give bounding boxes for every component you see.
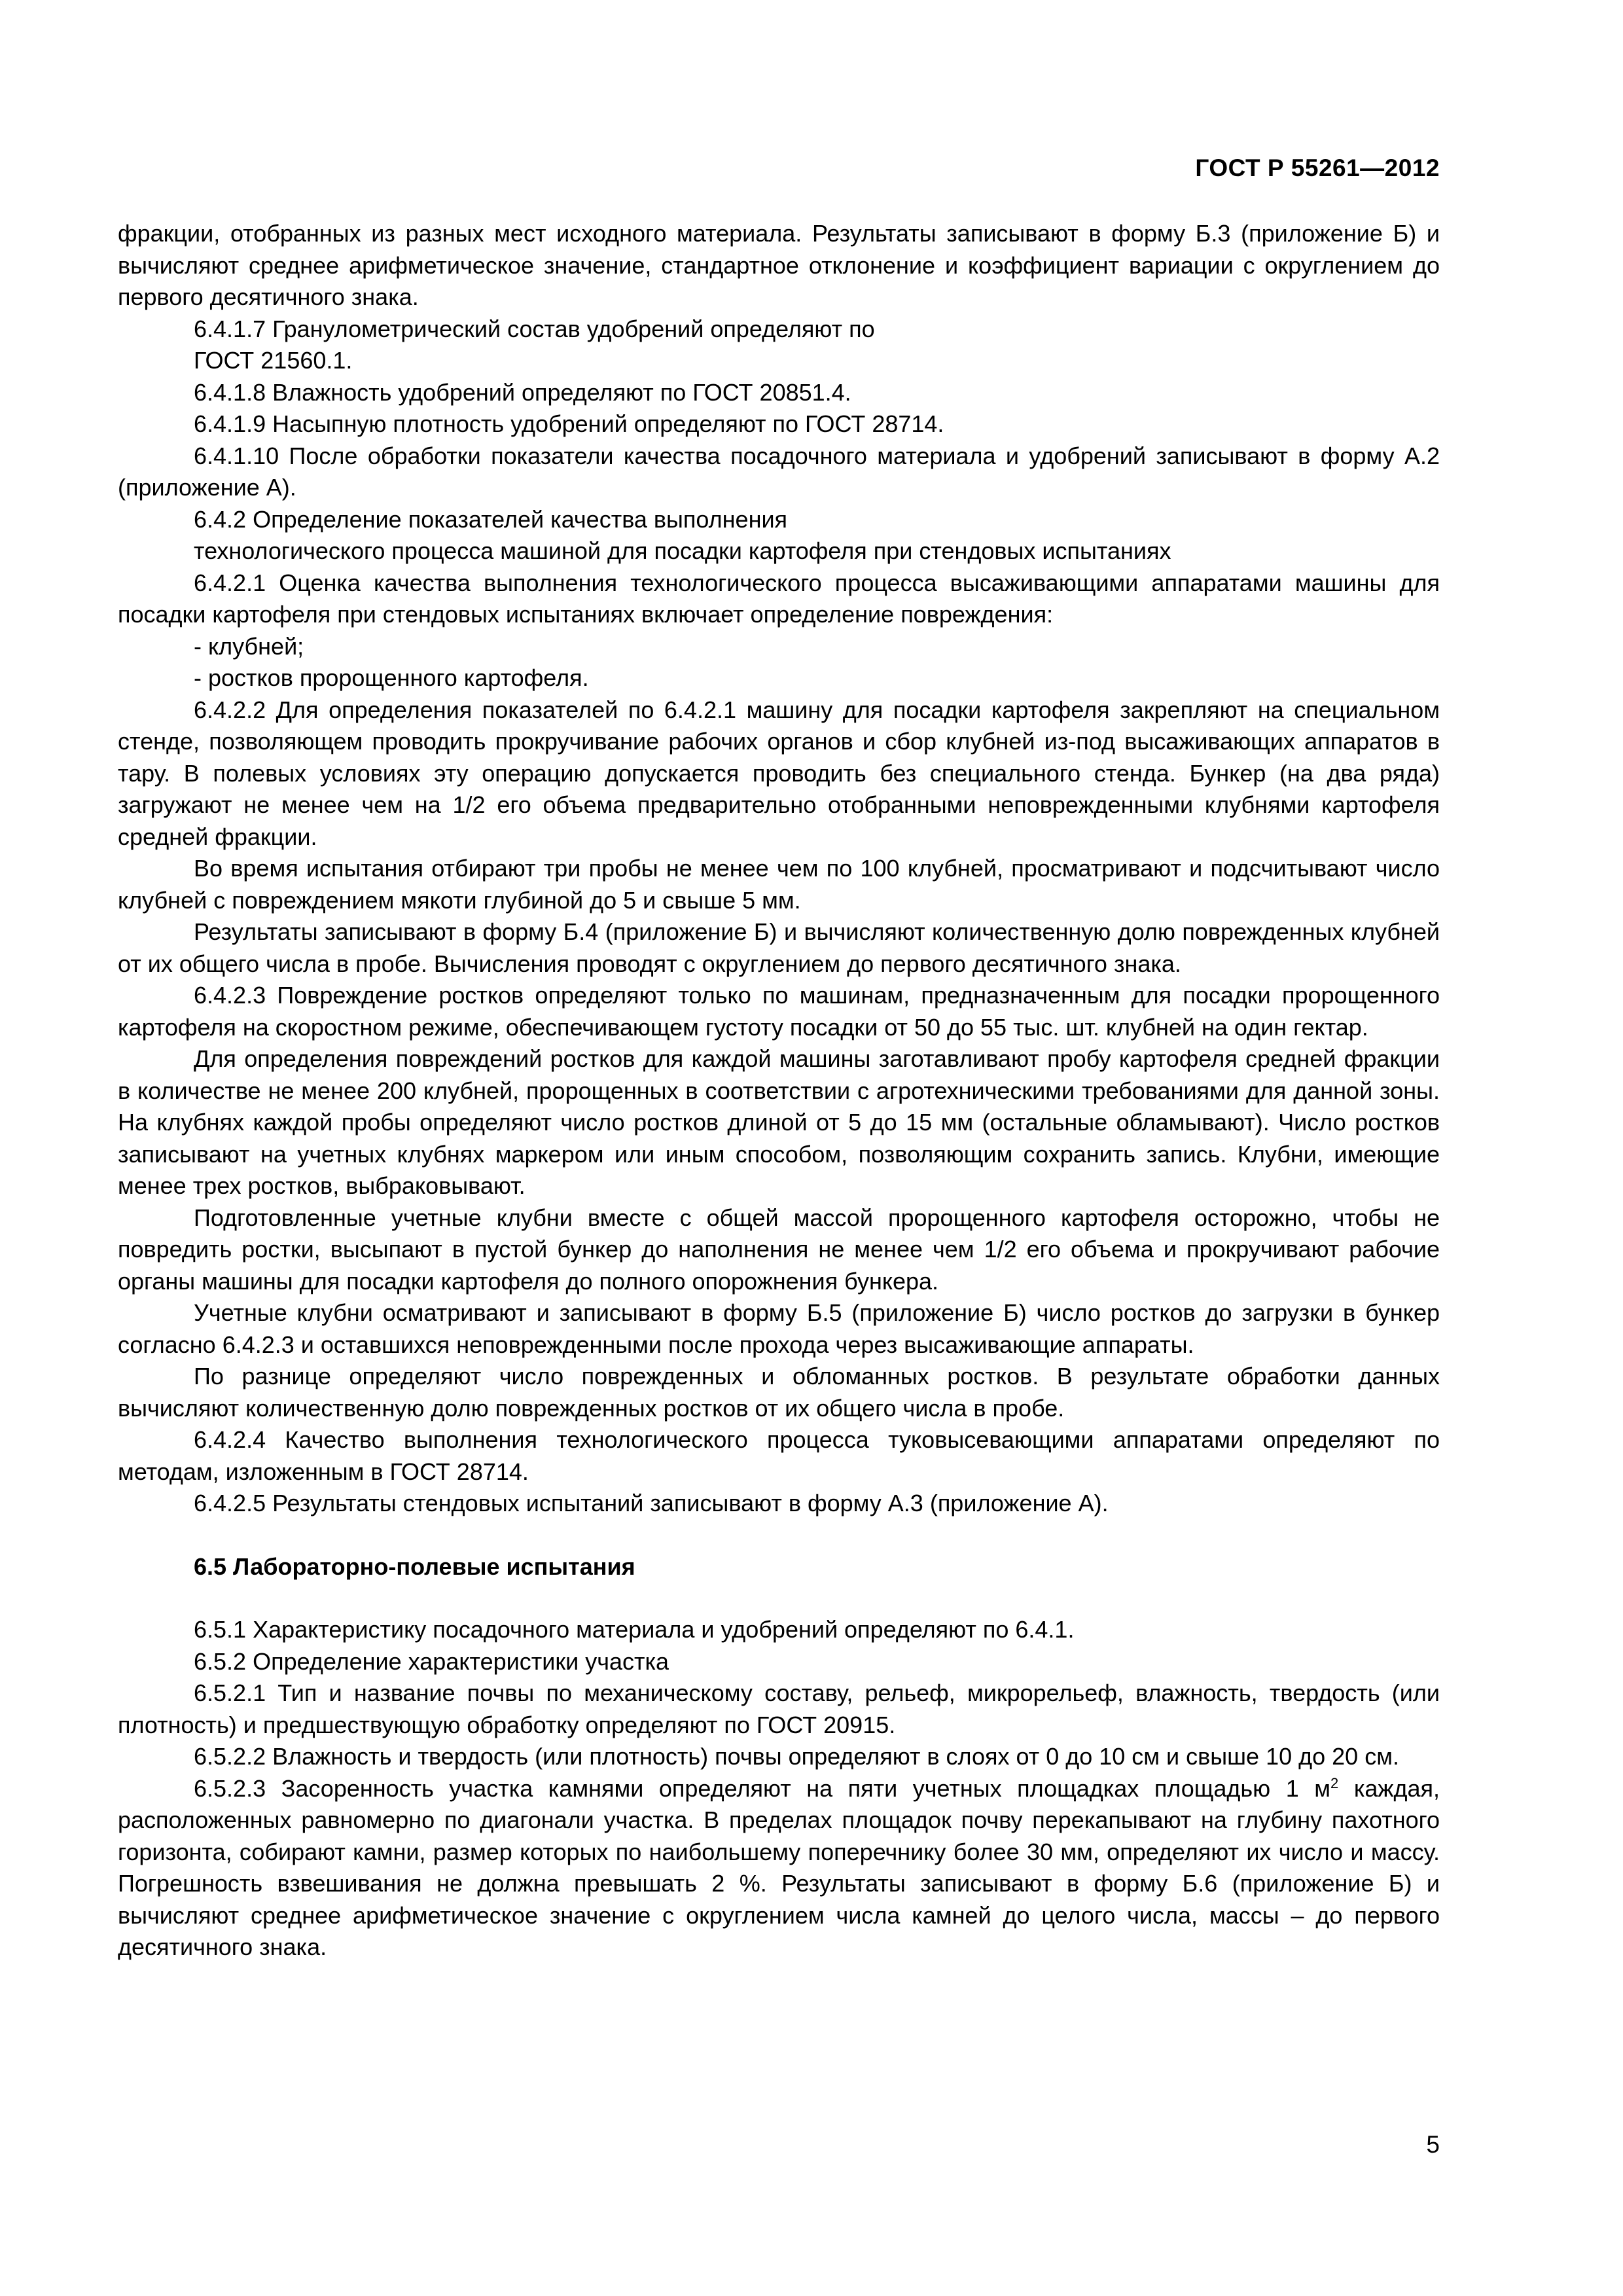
paragraph: ГОСТ 21560.1. xyxy=(194,347,353,374)
paragraph: Результаты записывают в форму Б.4 (приложение Б) и вычисляют количественную долю поврежденных клубней от их общего числа в пробе. Вычисления проводят с округлением до первого десятичного знака. xyxy=(118,918,1440,977)
document-body xyxy=(118,218,1440,1964)
spacer xyxy=(118,1520,1440,1551)
paragraph: 6.5.1 Характеристику посадочного материала и удобрений определяют по 6.4.1. xyxy=(194,1616,1075,1643)
paragraph: 6.5.2.1 Тип и название почвы по механическому составу, рельеф, микрорельеф, влажность, твердость (или плотность) и предшествующую обработку определяют по ГОСТ 20915. xyxy=(118,1679,1440,1738)
subsection-heading: 6.4.2 Определение показателей качества выполнения xyxy=(194,505,788,533)
paragraph: 6.4.1.8 Влажность удобрений определяют по ГОСТ 20851.4. xyxy=(194,378,851,406)
subsection-heading-continued: технологического процесса машиной для посадки картофеля при стендовых испытаниях xyxy=(194,537,1171,564)
paragraph: 6.4.2.3 Повреждение ростков определяют только по машинам, предназначенным для посадки пророщенного картофеля на скоростном режиме, обеспечивающем густоту посадки от 50 до 55 тыс. шт. клубней на один гектар. xyxy=(118,982,1440,1041)
paragraph: Учетные клубни осматривают и записывают в форму Б.5 (приложение Б) число ростков до загрузки в бункер согласно 6.4.2.3 и оставшихся неповрежденными после прохода через высаживающие аппараты. xyxy=(118,1299,1440,1358)
paragraph: 6.4.2.2 Для определения показателей по 6.4.2.1 машину для посадки картофеля закрепляют на специальном стенде, позволяющем проводить прокручивание рабочих органов и сбор клубней из-под высаживающих аппаратов в тару. В полевых условиях эту операцию допускается проводить без специального стенда. Бункер (на два ряда) загружают не менее чем на 1/2 его объема предварительно отобранными неповрежденными клубнями картофеля средней фракции. xyxy=(118,696,1440,850)
section-title: 6.5 Лабораторно-полевые испытания xyxy=(194,1552,635,1580)
list-item: - клубней; xyxy=(194,632,304,660)
list-item: - ростков пророщенного картофеля. xyxy=(194,664,589,691)
paragraph: 6.4.2.5 Результаты стендовых испытаний записывают в форму А.3 (приложение А). xyxy=(194,1490,1109,1516)
paragraph: 6.4.1.10 После обработки показатели качества посадочного материала и удобрений записывают в форму А.2 (приложение А). xyxy=(118,442,1440,501)
paragraph: 6.4.1.7 Гранулометрический состав удобрений определяют по xyxy=(194,315,875,342)
paragraph: 6.4.2.1 Оценка качества выполнения технологического процесса высаживающими аппаратами машины для посадки картофеля при стендовых испытаниях включает определение повреждения: xyxy=(118,569,1440,628)
paragraph: 6.4.1.9 Насыпную плотность удобрений определяют по ГОСТ 28714. xyxy=(194,410,944,437)
paragraph: фракции, отобранных из разных мест исходного материала. Результаты записывают в форму Б.3 (приложение Б) и вычисляют среднее арифметическое значение, стандартное отклонение и коэффициент вариации с округлением до первого десятичного знака. xyxy=(118,220,1440,310)
paragraph: 6.5.2 Определение характеристики участка xyxy=(194,1647,669,1675)
paragraph-text: 6.5.2.3 Засоренность участка камнями определяют на пяти учетных площадках площадью 1 м xyxy=(194,1774,1331,1802)
paragraph: Подготовленные учетные клубни вместе с общей массой пророщенного картофеля осторожно, чтобы не повредить ростки, высыпают в пустой бункер до наполнения не менее чем 1/2 его объема и прокручивают рабочие органы машины для посадки картофеля до полного опорожнения бункера. xyxy=(118,1204,1440,1295)
paragraph: 6.4.2.4 Качество выполнения технологического процесса туковысевающими аппаратами определяют по методам, изложенным в ГОСТ 28714. xyxy=(118,1426,1440,1485)
paragraph: По разнице определяют число поврежденных и обломанных ростков. В результате обработки данных вычисляют количественную долю поврежденных ростков от их общего числа в пробе. xyxy=(118,1363,1440,1422)
page-number: 5 xyxy=(1426,2131,1440,2158)
paragraph: 6.5.2.2 Влажность и твердость (или плотность) почвы определяют в слоях от 0 до 10 см и свыше 10 до 20 см. xyxy=(194,1743,1399,1770)
superscript-exponent: 2 xyxy=(1330,1774,1339,1791)
paragraph: Для определения повреждений ростков для каждой машины заготавливают пробу картофеля средней фракции в количестве не менее 200 клубней, пророщенных в соответствии с агротехническими требованиями для данной зоны. На клубнях каждой пробы определяют число ростков длиной от 5 до 15 мм (остальные обламывают). Число ростков записывают на учетных клубнях маркером или иным способом, позволяющим сохранить запись. Клубни, имеющие менее трех ростков, выбраковывают. xyxy=(118,1045,1440,1199)
paragraph-text: каждая, расположенных равномерно по диагонали участка. В пределах площадок почву перекапывают на глубину пахотного горизонта, собирают камни, размер которых по наибольшему поперечнику более 30 мм, определяют их число и массу. Погрешность взвешивания не должна превышать 2 %. Результаты записывают в форму Б.6 (приложение Б) и вычисляют среднее арифметическое значение с округлением числа камней до целого числа, массы – до первого десятичного знака. xyxy=(118,1774,1440,1960)
document-code-header: ГОСТ Р 55261—2012 xyxy=(1195,154,1440,181)
spacer xyxy=(118,1583,1440,1614)
paragraph: Во время испытания отбирают три пробы не менее чем по 100 клубней, просматривают и подсчитывают число клубней с повреждением мякоти глубиной до 5 и свыше 5 мм. xyxy=(118,855,1440,914)
paragraph xyxy=(118,1773,1440,1964)
